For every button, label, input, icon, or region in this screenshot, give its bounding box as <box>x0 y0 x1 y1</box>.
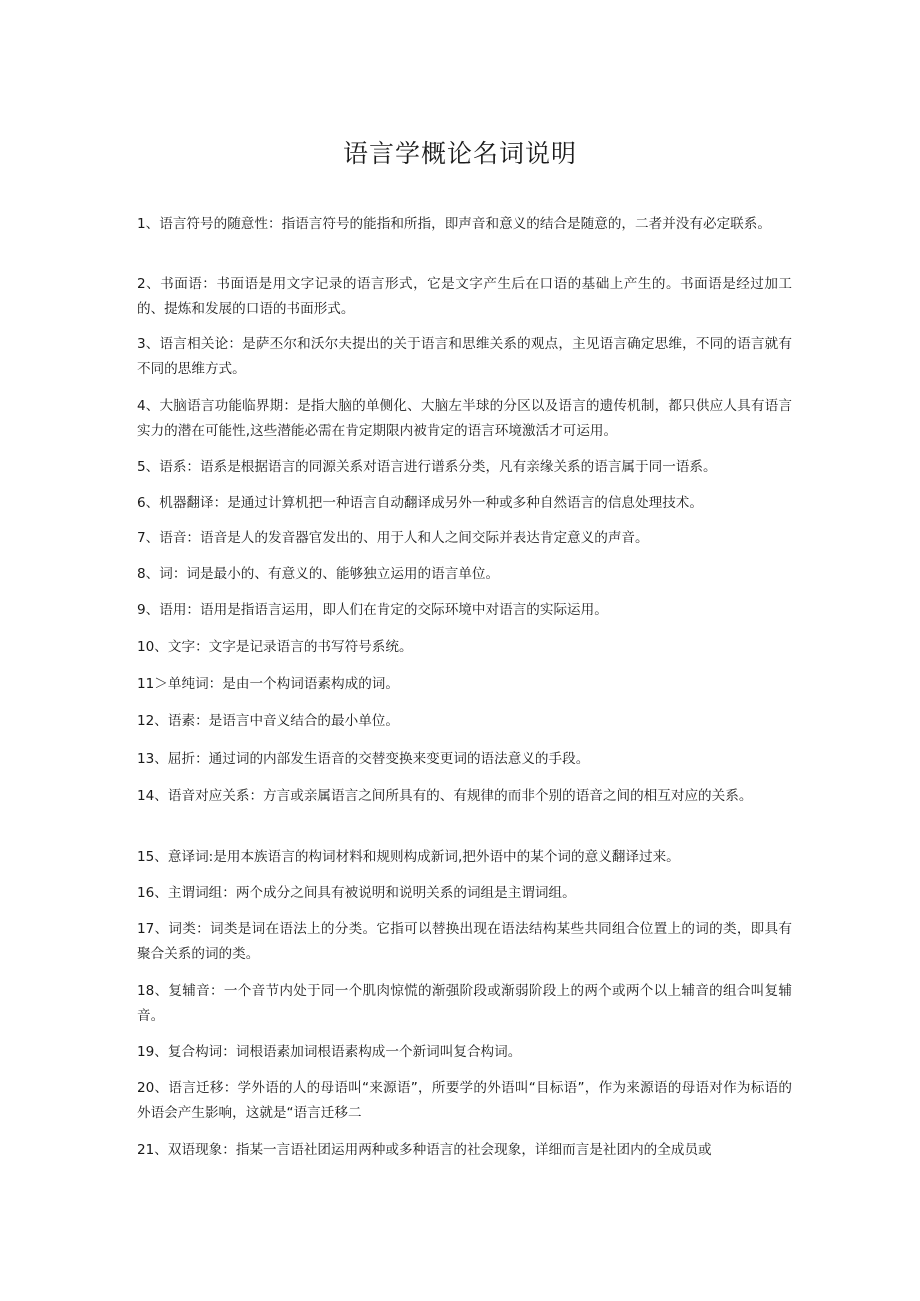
term-entry-12: 12、语素：是语言中音义结合的最小单位。 <box>137 713 399 729</box>
term-entry-1: 1、语言符号的随意性：指语言符号的能指和所指，即声音和意义的结合是随意的，二者并没有必定联系。 <box>137 216 771 232</box>
term-entry-4: 4、大脑语言功能临界期：是指大脑的单侧化、大脑左半球的分区以及语言的遗传机制，都只供应人具有语言实力的潜在可能性,这些潜能必需在肯定期限内被肯定的语言环境激活才可运用。 <box>137 398 792 439</box>
term-entry-19: 19、复合构词：词根语素加词根语素构成一个新词叫复合构词。 <box>137 1044 522 1060</box>
term-entry-2: 2、书面语：书面语是用文字记录的语言形式，它是文字产生后在口语的基础上产生的。书面语是经过加工的、提炼和发展的口语的书面形式。 <box>137 276 792 317</box>
term-entry-17: 17、词类：词类是词在语法上的分类。它指可以替换出现在语法结构某些共同组合位置上的词的类，即具有聚合关系的词的类。 <box>137 921 792 962</box>
term-entry-6: 6、机器翻译：是通过计算机把一种语言自动翻译成另外一种或多种自然语言的信息处理技术。 <box>137 495 703 511</box>
term-entry-15: 15、意译词:是用本族语言的构词材料和规则构成新词,把外语中的某个词的意义翻译过来。 <box>137 849 680 865</box>
term-entry-3: 3、语言相关论：是萨丕尔和沃尔夫提出的关于语言和思维关系的观点，主见语言确定思维，不同的语言就有不同的思维方式。 <box>137 336 792 377</box>
term-entry-11: 11＞单纯词：是由一个构词语素构成的词。 <box>137 676 399 692</box>
term-entry-7: 7、语音：语音是人的发音器官发出的、用于人和人之间交际并表达肯定意义的声音。 <box>137 530 649 546</box>
term-entry-20: 20、语言迁移：学外语的人的母语叫“来源语”，所要学的外语叫“目标语”，作为来源语的母语对作为标语的外语会产生影响，这就是“语言迁移二 <box>137 1080 792 1121</box>
term-entry-5: 5、语系：语系是根据语言的同源关系对语言进行谱系分类，凡有亲缘关系的语言属于同一语系。 <box>137 459 717 475</box>
term-entry-8: 8、词：词是最小的、有意义的、能够独立运用的语言单位。 <box>137 566 500 582</box>
term-entry-10: 10、文字：文字是记录语言的书写符号系统。 <box>137 639 413 655</box>
term-entry-9: 9、语用：语用是指语言运用，即人们在肯定的交际环境中对语言的实际运用。 <box>137 602 608 618</box>
document-title: 语言学概论名词说明 <box>342 139 577 168</box>
term-entry-14: 14、语音对应关系：方言或亲属语言之间所具有的、有规律的而非个别的语音之间的相互对应的关系。 <box>137 788 753 804</box>
term-entry-13: 13、屈折：通过词的内部发生语音的交替变换来变更词的语法意义的手段。 <box>137 751 590 767</box>
term-entry-18: 18、复辅音：一个音节内处于同一个肌肉惊慌的渐强阶段或渐弱阶段上的两个或两个以上辅音的组合叫复辅音。 <box>137 983 792 1024</box>
term-entry-16: 16、主谓词组：两个成分之间具有被说明和说明关系的词组是主谓词组。 <box>137 885 576 901</box>
term-entry-21: 21、双语现象：指某一言语社团运用两种或多种语言的社会现象，详细而言是社团内的全成员或 <box>137 1142 712 1158</box>
